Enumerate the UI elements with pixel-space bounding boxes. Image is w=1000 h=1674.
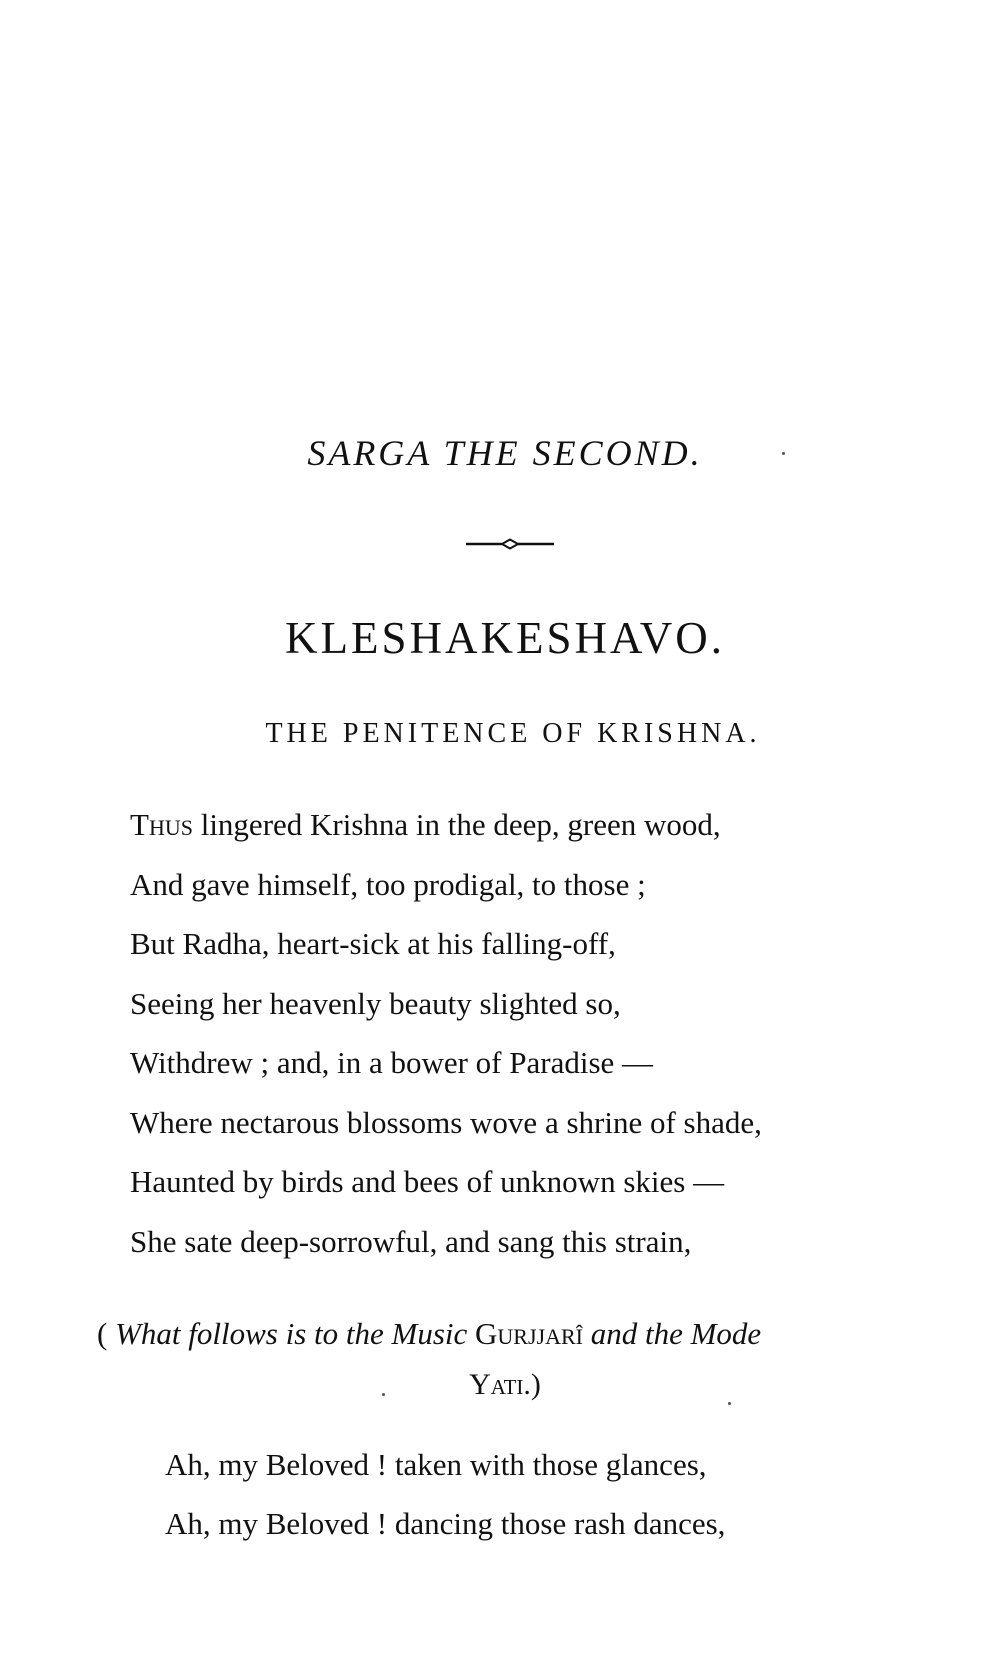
verse-line-1-rest: lingered Krishna in the deep, green wood, — [192, 807, 721, 842]
music-open-paren: ( — [97, 1316, 116, 1351]
verse-line: And gave himself, too prodigal, to those ; — [130, 866, 646, 902]
verse-line: Haunted by birds and bees of unknown skies — — [130, 1164, 725, 1199]
verse-line: But Radha, heart-sick at his falling-off, — [130, 926, 616, 961]
music-note — [97, 1316, 927, 1352]
sarga-heading: SARGA THE SECOND. — [307, 433, 703, 473]
verse-line: Withdrew ; and, in a bower of Paradise — — [130, 1045, 654, 1080]
ornament-divider — [466, 537, 554, 551]
song-line: Ah, my Beloved ! dancing those rash dances, — [165, 1506, 726, 1541]
mode-name: Yati. — [469, 1368, 531, 1401]
music-name: Gurjjarî — [475, 1316, 583, 1351]
verse-line: She sate deep-sorrowful, and sang this strain, — [130, 1223, 692, 1259]
song-line: Ah, my Beloved ! taken with those glances, — [165, 1447, 707, 1482]
paper-speck — [382, 1393, 385, 1396]
verse-line: Where nectarous blossoms wove a shrine of shade, — [130, 1104, 762, 1140]
drop-word-head: T — [130, 807, 149, 842]
music-close-paren: ) — [530, 1368, 541, 1401]
music-italic-1: What follows is to the Music — [115, 1316, 476, 1351]
verse-line — [130, 795, 762, 855]
verse-line: Seeing her heavenly beauty slighted so, — [130, 985, 621, 1021]
song-block — [165, 1435, 725, 1553]
chapter-title: KLESHAKESHAVO. — [285, 613, 725, 663]
paper-speck — [782, 452, 785, 455]
paper-speck — [728, 1402, 731, 1405]
music-italic-2: and the Mode — [582, 1316, 762, 1351]
verse-block — [130, 795, 762, 1271]
music-note-mode — [0, 1368, 1000, 1402]
drop-word-rest: hus — [148, 807, 193, 842]
chapter-subtitle: THE PENITENCE OF KRISHNA. — [265, 718, 761, 749]
